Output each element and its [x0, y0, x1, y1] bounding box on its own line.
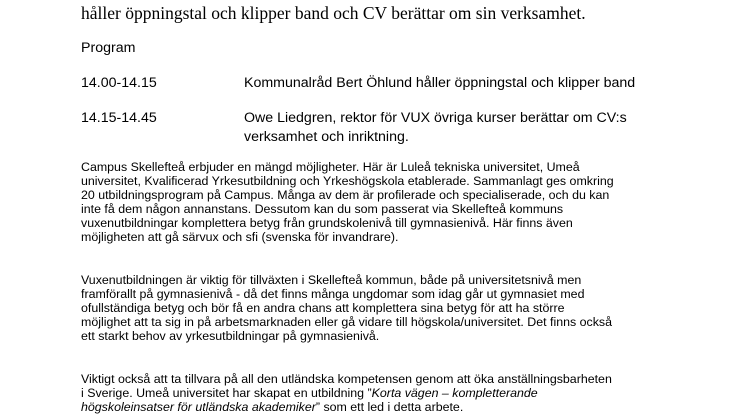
paragraph-line: universitet, Kvalificerad Yrkesutbildning och Yrkeshögskola etablerade. Sammanlagt ges omkring [81, 174, 614, 188]
program-heading: Program [81, 40, 136, 56]
program-time: 14.15-14.45 [81, 110, 157, 126]
course-title-part: Korta vägen – kompletterande [371, 386, 538, 400]
paragraph-line: 20 utbildningsprogram på Campus. Många av dem är profilerade och specialiserade, och du kan [81, 188, 610, 202]
paragraph-line: möjligheten att gå särvux och sfi (svenska för invandrare). [81, 230, 399, 244]
program-time: 14.00-14.15 [81, 75, 157, 91]
paragraph-line: framförallt på gymnasienivå - då det finns många ungdomar som idag går ut gymnasiet med [81, 287, 585, 301]
paragraph-utlandsk-kompetens [81, 372, 681, 414]
paragraph-line: inte få dem någon annanstans. Dessutom kan du som passerat via Skellefteå kommuns [81, 202, 564, 216]
paragraph-line: ofullständiga betyg och bör få en andra chans att komplettera sina betyg för att ha större [81, 301, 565, 315]
paragraph-text: ” som ett led i detta arbete. [315, 400, 464, 414]
paragraph-line [81, 400, 681, 414]
paragraph-line: Viktigt också att ta tillvara på all den utländska kompetensen genom att öka anställningsbarheten [81, 372, 612, 386]
paragraph-text: i Sverige. Umeå universitet har skapat en utbildning ” [81, 386, 372, 400]
course-title-part: högskoleinsatser för utländska akademiker [81, 400, 316, 414]
program-description: Kommunalråd Bert Öhlund håller öppningstal och klipper band [244, 75, 636, 91]
paragraph-line: vuxenutbildningar komplettera betyg från grundskolenivå till gymnasienivå. Här finns även [81, 216, 573, 230]
program-description-line: Owe Liedgren, rektor för VUX övriga kurser berättar om CV:s [244, 110, 627, 126]
program-description [244, 109, 714, 147]
paragraph-line: Vuxenutbildningen är viktig för tillväxten i Skellefteå kommun, både på universitetsnivå men [81, 273, 582, 287]
paragraph-line: ett starkt behov av yrkesutbildningar på gymnasienivå. [81, 329, 380, 343]
paragraph-line: Campus Skellefteå erbjuder en mängd möjligheter. Här är Luleå tekniska universitet, Umeå [81, 160, 580, 174]
intro-text: håller öppningstal och klipper band och CV berättar om sin verksamhet. [81, 3, 586, 23]
paragraph-campus [81, 160, 681, 244]
paragraph-line: möjlighet att ta sig in på arbetsmarknaden eller gå vidare till högskola/universitet. Det finns också [81, 315, 613, 329]
program-description-line: verksamhet och inriktning. [244, 129, 409, 145]
paragraph-vuxenutbildning [81, 273, 681, 343]
paragraph-line [81, 386, 681, 400]
